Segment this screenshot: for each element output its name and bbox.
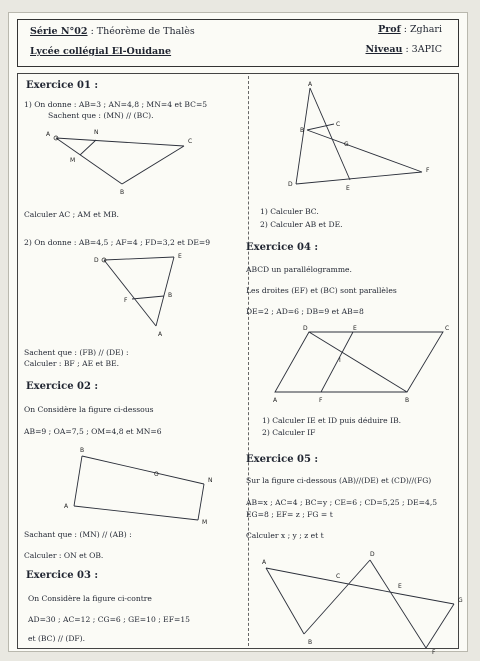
label-g: G — [344, 141, 349, 148]
label-b5: B — [405, 397, 410, 404]
ex1-title: Exercice 01 : — [26, 80, 99, 91]
series-label: Série N°02 — [30, 26, 88, 37]
figure-thales-butterfly — [58, 446, 238, 526]
label-g2: G — [458, 597, 463, 604]
label-i: I — [339, 357, 341, 364]
label-a2: A — [158, 331, 163, 338]
label-a4: A — [308, 81, 313, 88]
ex4-title: Exercice 04 : — [246, 242, 319, 253]
figure-thales-adf — [288, 81, 438, 194]
ex1-p2-line1: 2) On donne : AB=4,5 ; AF=4 ; FD=3,2 et DE=9 — [24, 238, 211, 247]
label-e4: E — [398, 583, 402, 590]
label-o: O — [154, 471, 159, 478]
label-n2: N — [208, 477, 213, 484]
ex4-line2: Les droites (EF) et (BC) sont parallèles — [246, 286, 397, 295]
ex1-p1-line2: Sachent que : (MN) // (BC). — [48, 111, 154, 120]
ex5-line2: AB=x ; AC=4 ; BC=y ; CE=6 ; CD=5,25 ; DE=4,5 — [246, 498, 438, 507]
ex2-line4: Calculer : ON et OB. — [24, 551, 104, 560]
ex1-p1-line1: 1) On donne : AB=3 ; AN=4,8 ; MN=4 et BC=5 — [24, 100, 208, 109]
prof-name: : Zghari — [403, 24, 442, 35]
prof-label: Prof — [378, 24, 401, 35]
label-e2: E — [346, 185, 350, 192]
school-name: Lycée collégial El-Ouidane — [30, 46, 172, 57]
label-e3: E — [353, 325, 357, 332]
series-line — [30, 26, 195, 37]
ex5-line4: Calculer x ; y ; z et t — [246, 531, 324, 540]
label-f: F — [124, 297, 128, 304]
ex1-p2-line2: Sachent que : (FB) // (DE) : — [24, 348, 129, 357]
label-b6: B — [308, 639, 313, 646]
ex1-q1: 1) Calculer BC. — [260, 207, 319, 216]
figure-parallelogram — [273, 322, 453, 402]
ex1-q2: 2) Calculer AB et DE. — [260, 220, 343, 229]
label-b3: B — [80, 447, 85, 454]
label-c3: C — [445, 325, 450, 332]
ex5-line1: Sur la figure ci-dessous (AB)//(DE) et (CD)//(FG) — [246, 476, 432, 485]
label-a5: A — [273, 397, 278, 404]
exercises-frame — [17, 73, 463, 656]
label-d: D — [94, 257, 99, 264]
label-b4: B — [300, 127, 305, 134]
label-b2: B — [168, 292, 173, 299]
label-n: N — [94, 129, 99, 136]
label-f3: F — [319, 397, 323, 404]
ex3-line1: On Considère la figure ci-contre — [28, 594, 152, 603]
ex1-p1-calc: Calculer AC ; AM et MB. — [24, 210, 119, 219]
figure-triangle-amn — [38, 122, 218, 197]
ex4-line1: ABCD un parallélogramme. — [246, 265, 352, 274]
ex2-line1: On Considère la figure ci-dessous — [24, 405, 154, 414]
ex4-q2: 2) Calculer IF — [262, 428, 316, 437]
header-box — [17, 19, 459, 67]
ex5-title: Exercice 05 : — [246, 454, 319, 465]
label-d2: D — [288, 181, 293, 188]
level-line — [366, 44, 443, 55]
label-f2: F — [426, 167, 430, 174]
ex1-p2-line3: Calculer : BF ; AE et BE. — [24, 359, 120, 368]
ex3-line2: AD=30 ; AC=12 ; CG=6 ; GE=10 ; EF=15 — [28, 615, 191, 624]
label-d3: D — [303, 325, 308, 332]
ex4-line3: DE=2 ; AD=6 ; DB=9 et AB=8 — [246, 307, 364, 316]
ex3-title: Exercice 03 : — [26, 570, 99, 581]
label-e: E — [178, 253, 182, 260]
label-m: M — [70, 157, 76, 164]
figure-double-thales — [262, 551, 463, 656]
label-c4: C — [336, 573, 341, 580]
label-d4: D — [370, 551, 375, 558]
worksheet — [8, 12, 468, 656]
column-divider — [248, 76, 249, 646]
figure-triangle-abf — [88, 252, 198, 342]
label-a3: A — [64, 503, 69, 510]
ex2-title: Exercice 02 : — [26, 381, 99, 392]
label-b: B — [120, 189, 125, 196]
label-f4: F — [432, 649, 436, 656]
ex4-q1: 1) Calculer IE et ID puis déduire IB. — [262, 416, 402, 425]
ex2-line2: AB=9 ; OA=7,5 ; OM=4,8 et MN=6 — [24, 427, 162, 436]
label-c2: C — [336, 121, 341, 128]
level-label: Niveau — [365, 44, 403, 55]
prof-line — [378, 24, 442, 35]
label-a6: A — [262, 559, 267, 566]
ex5-line3: EG=8 ; EF= z ; FG = t — [246, 510, 333, 519]
label-c: C — [188, 138, 193, 145]
label-m2: M — [202, 519, 208, 526]
series-title: : Théorème de Thalès — [90, 26, 195, 37]
level-value: : 3APIC — [405, 44, 442, 55]
ex3-line3: et (BC) // (DF). — [28, 634, 86, 643]
ex2-line3: Sachant que : (MN) // (AB) : — [24, 530, 132, 539]
label-a: A — [46, 131, 51, 138]
